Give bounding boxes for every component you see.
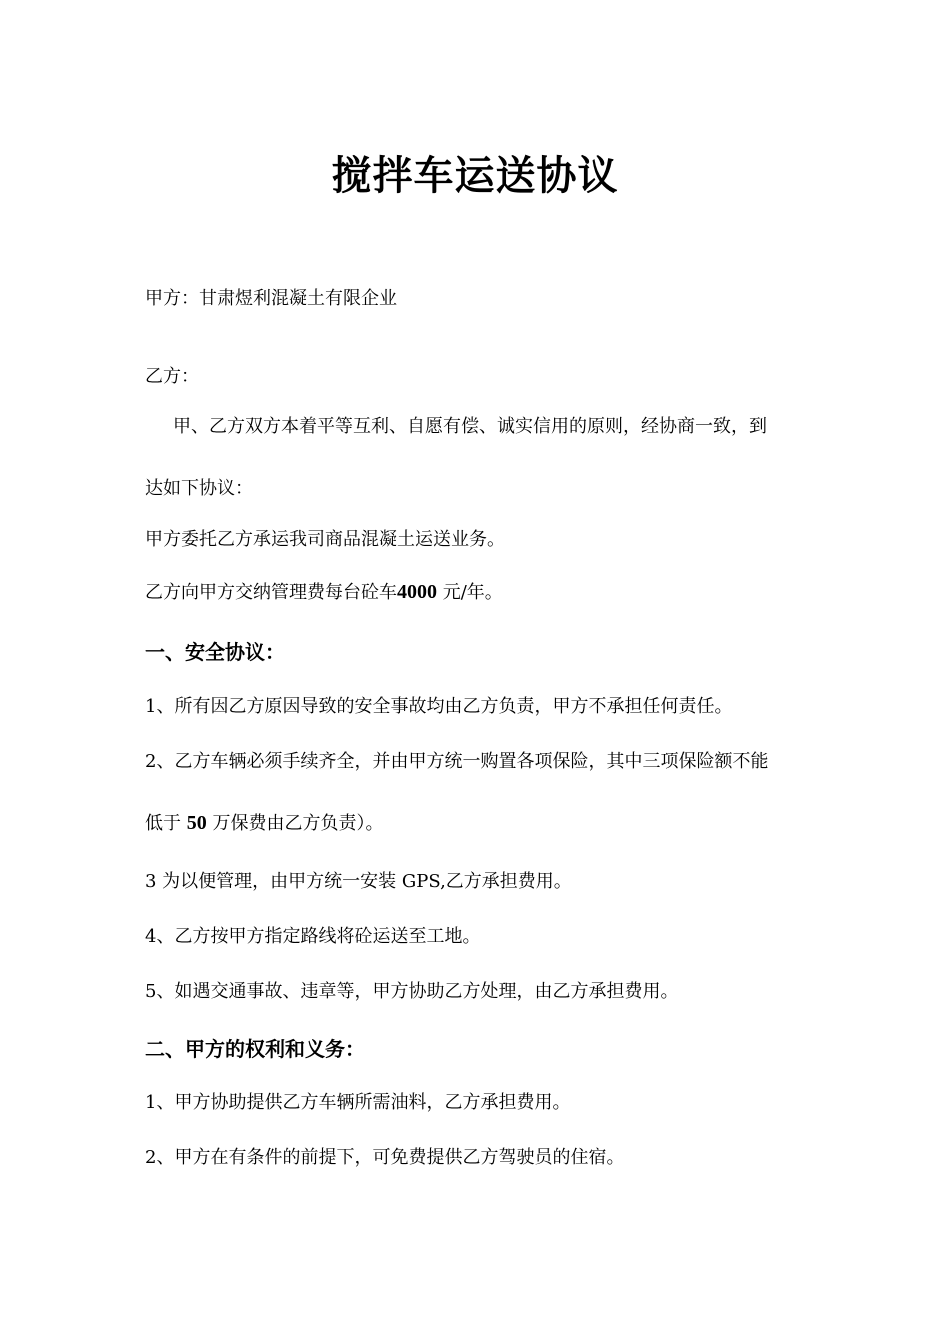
intro-line-2: 达如下协议： (145, 478, 253, 499)
entrust-line: 甲方委托乙方承运我司商品混凝土运送业务。 (145, 529, 505, 550)
section1-item-4: 4、乙方按甲方指定路线将砼运送至工地。 (145, 926, 481, 947)
insurance-amount: 50 (186, 812, 207, 834)
section1-item-5: 5、如遇交通事故、违章等，甲方协助乙方处理，由乙方承担费用。 (145, 981, 679, 1002)
section2-item-1: 1、甲方协助提供乙方车辆所需油料，乙方承担费用。 (145, 1092, 571, 1113)
insurance-suffix: 万保费由乙方负责）。 (212, 813, 384, 834)
section1-item-2-line-1: 2、乙方车辆必须手续齐全，并由甲方统一购置各项保险，其中三项保险额不能 (145, 751, 769, 772)
fee-amount: 4000 (397, 581, 437, 603)
intro-line-1: 甲、乙方双方本着平等互利、自愿有偿、诚实信用的原则，经协商一致，到 (173, 416, 767, 437)
section1-heading: 一、安全协议： (145, 640, 285, 664)
fee-line (145, 579, 815, 606)
section1-item-1: 1、所有因乙方原因导致的安全事故均由乙方负责，甲方不承担任何责任。 (145, 696, 733, 717)
document-title: 搅拌车运送协议 (331, 152, 619, 199)
party-b-line: 乙方： (145, 366, 199, 387)
section1-item-3: 3 为以便管理，由甲方统一安装 GPS,乙方承担费用。 (145, 871, 572, 892)
section1-item-2-line-2 (145, 810, 815, 837)
party-a-line: 甲方：甘肃煜利混凝土有限企业 (145, 288, 397, 309)
section2-heading: 二、甲方的权利和义务： (145, 1037, 365, 1061)
fee-suffix: 元/年。 (442, 582, 503, 603)
fee-prefix: 乙方向甲方交纳管理费每台砼车 (145, 582, 397, 603)
insurance-prefix: 低于 (145, 813, 181, 834)
section2-item-2: 2、甲方在有条件的前提下，可免费提供乙方驾驶员的住宿。 (145, 1147, 625, 1168)
